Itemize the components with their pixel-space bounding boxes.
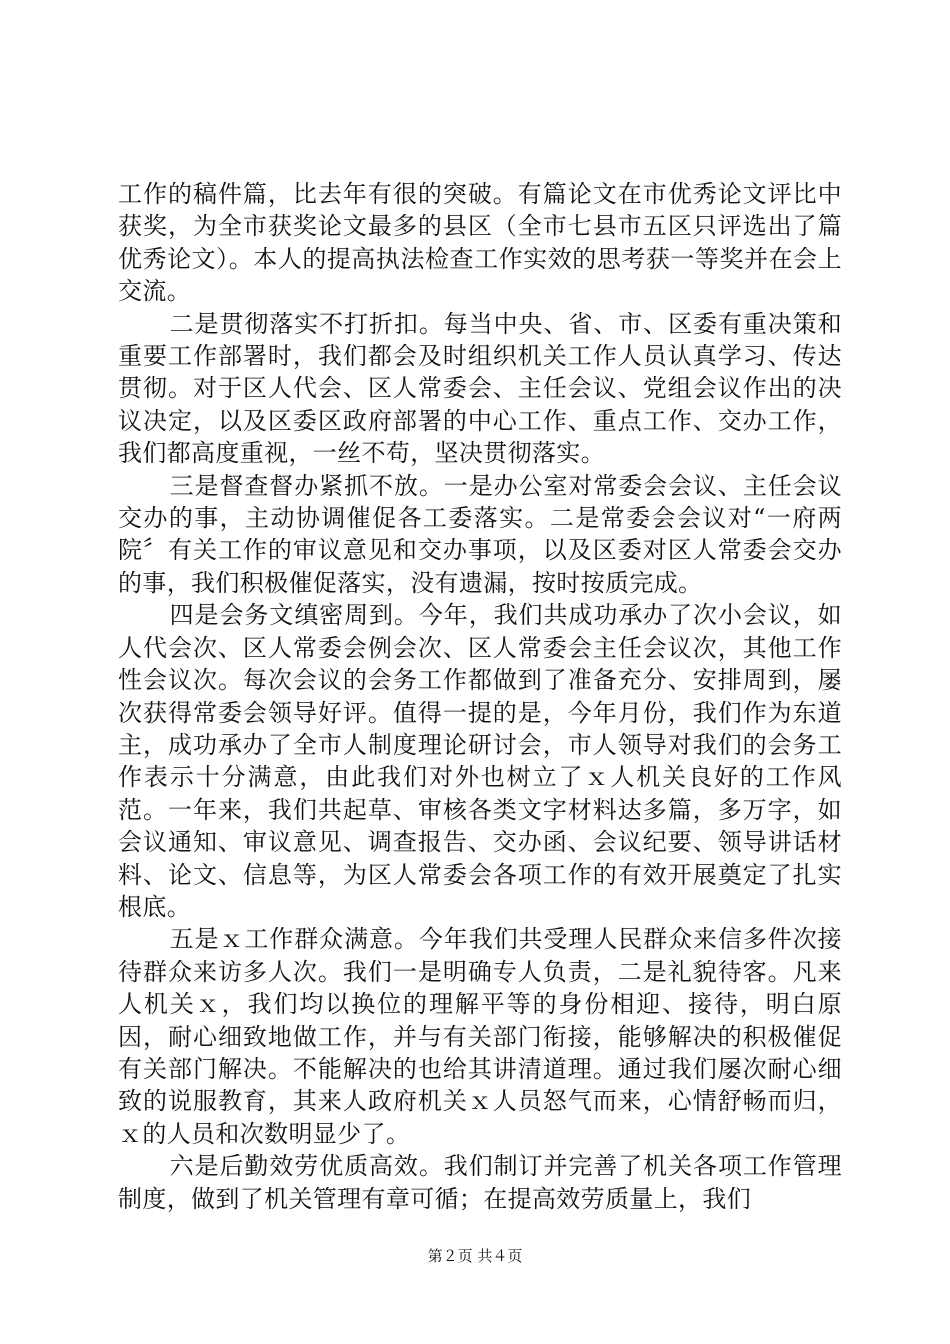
page-number-footer: 第２页 共４页 [427, 1247, 523, 1265]
paragraph-item-4: 四是会务文缜密周到。今年，我们共成功承办了次小会议，如人代会次、区人常委会例会次、区人常委会主任会议次，其他工作性会议次。每次会议的会务工作都做到了准备充分、安排周到，屡次获得常委会领导好评。值得一提的是，今年月份，我们作为东道主，成功承办了全市人制度理论研讨会，市人领导对我们的会务工作表示十分满意，由此我们对外也树立了ｘ人机关良好的工作风范。一年来，我们共起草、审核各类文字材料达多篇，多万字，如会议通知、审议意见、调查报告、交办函、会议纪要、领导讲话材料、论文、信息等，为区人常委会各项工作的有效开展奠定了扎实根底。 [118, 601, 842, 921]
paragraph-continuation: 工作的稿件篇，比去年有很的突破。有篇论文在市优秀论文评比中获奖，为全市获奖论文最多的县区（全市七县市五区只评选出了篇优秀论文）。本人的提高执法检查工作实效的思考获一等奖并在会上交流。 [118, 180, 842, 306]
paragraph-item-3: 三是督查督办紧抓不放。一是办公室对常委会会议、主任会议交办的事，主动协调催促各工委落实。二是常委会会议对“一府两院〞有关工作的审议意见和交办事项，以及区委对区人常委会交办的事，我们积极催促落实，没有遗漏，按时按质完成。 [118, 471, 842, 597]
document-body [118, 178, 842, 1215]
paragraph-item-2: 二是贯彻落实不打折扣。每当中央、省、市、区委有重决策和重要工作部署时，我们都会及时组织机关工作人员认真学习、传达贯彻。对于区人代会、区人常委会、主任会议、党组会议作出的决议决定，以及区委区政府部署的中心工作、重点工作、交办工作，我们都高度重视，一丝不苟，坚决贯彻落实。 [118, 309, 842, 468]
paragraph-item-5: 五是ｘ工作群众满意。今年我们共受理人民群众来信多件次接待群众来访多人次。我们一是明确专人负责，二是礼貌待客。凡来人机关ｘ，我们均以换位的理解平等的身份相迎、接待，明白原因，耐心细致地做工作，并与有关部门衔接，能够解决的积极催促有关部门解决。不能解决的也给其讲清道理。通过我们屡次耐心细致的说服教育，其来人政府机关ｘ人员怒气而来，心情舒畅而归，ｘ的人员和次数明显少了。 [118, 925, 842, 1148]
paragraph-item-6: 六是后勤效劳优质高效。我们制订并完善了机关各项工作管理制度，做到了机关管理有章可循；在提高效劳质量上，我们 [118, 1152, 842, 1213]
